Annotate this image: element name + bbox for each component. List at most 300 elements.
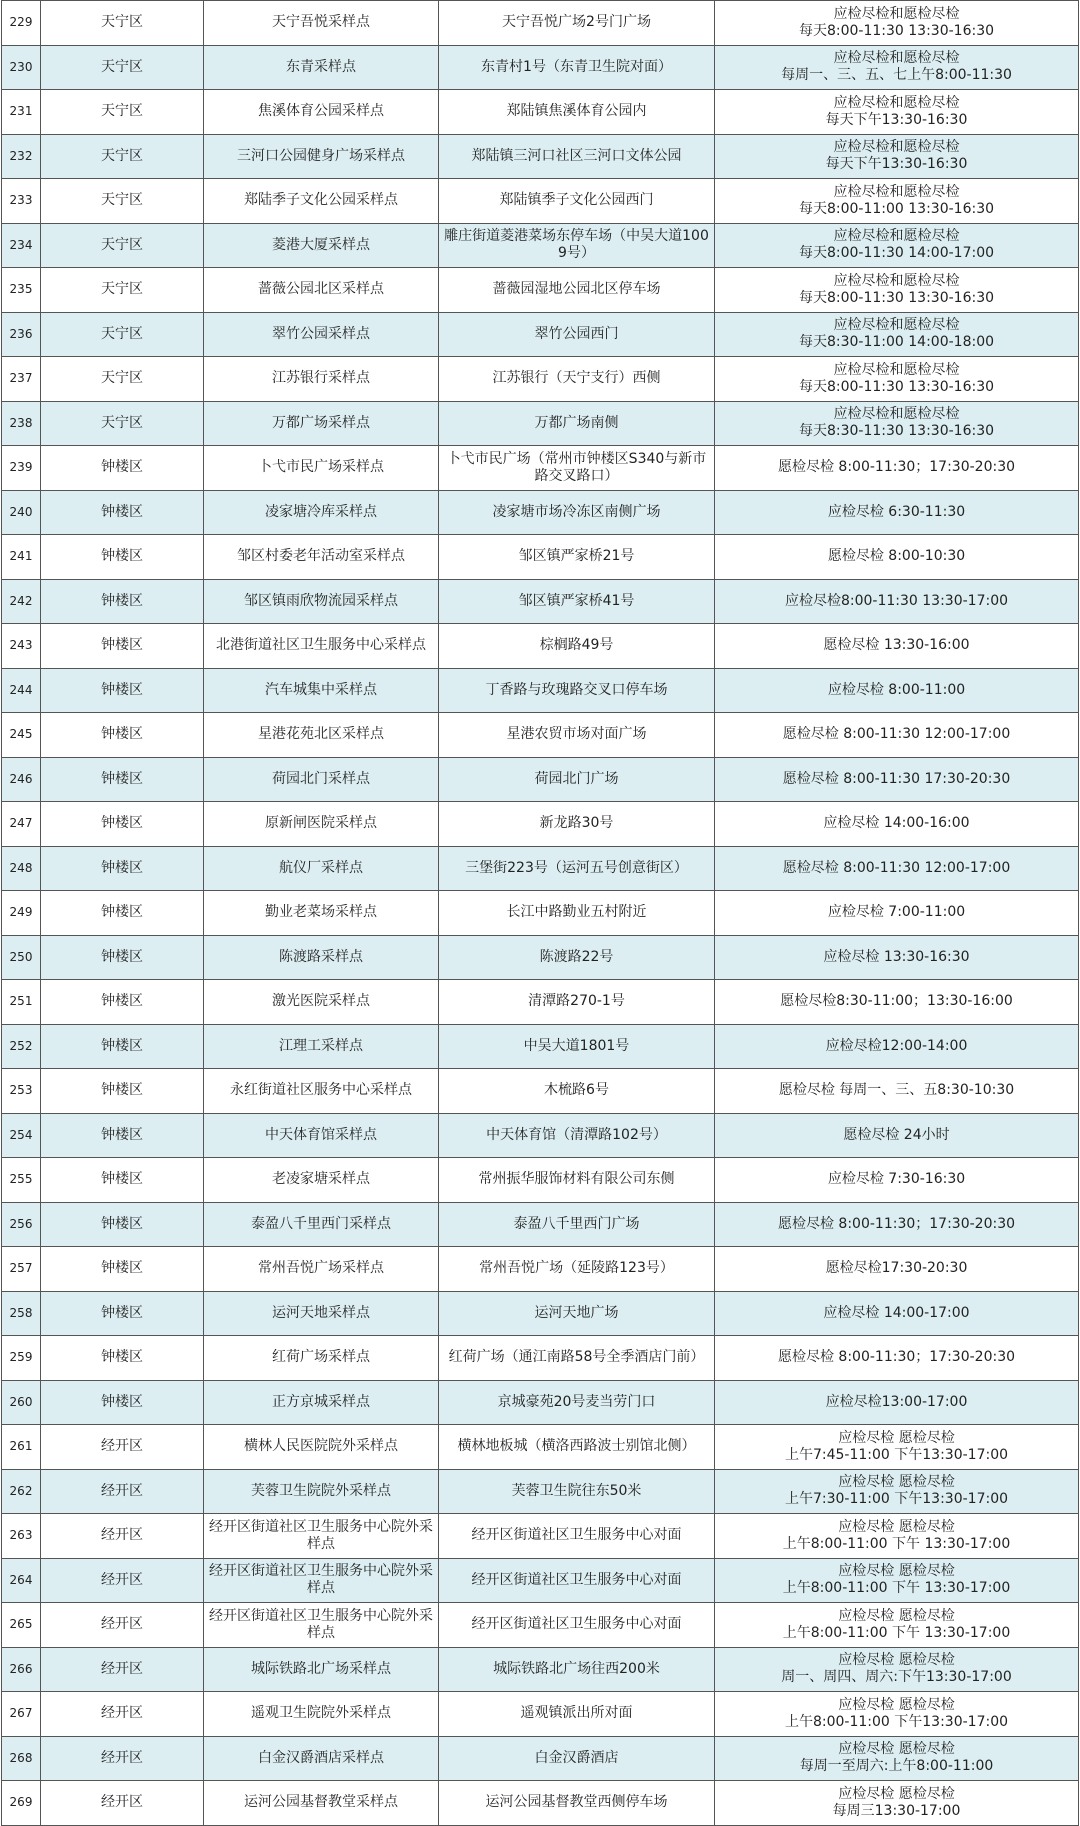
hours-line: 上午8:00-11:00 下午 13:30-17:00 (782, 1535, 1011, 1552)
table-row (2, 579, 1079, 624)
address-cell: 红荷广场（通江南路58号全季酒店门前） (439, 1336, 715, 1381)
table-row (2, 490, 1079, 535)
district-cell: 经开区 (41, 1692, 204, 1737)
hours-cell (715, 1469, 1079, 1514)
district-cell: 经开区 (41, 1781, 204, 1826)
district-cell: 经开区 (41, 1603, 204, 1648)
district-cell: 钟楼区 (41, 1291, 204, 1336)
site-name-cell: 陈渡路采样点 (204, 935, 439, 980)
hours-line: 愿检尽检 8:00-11:30；17:30-20:30 (777, 1215, 1016, 1232)
district-cell: 钟楼区 (41, 579, 204, 624)
hours-line: 应检尽检和愿检尽检 (833, 361, 960, 378)
site-name-cell: 永红街道社区服务中心采样点 (204, 1069, 439, 1114)
row-number-cell: 236 (2, 312, 41, 357)
address-cell: 中吴大道1801号 (439, 1024, 715, 1069)
district-cell: 天宁区 (41, 312, 204, 357)
row-number-cell: 235 (2, 268, 41, 313)
address-cell: 经开区街道社区卫生服务中心对面 (439, 1558, 715, 1603)
address-cell: 郑陆镇三河口社区三河口文体公园 (439, 134, 715, 179)
site-name-cell: 激光医院采样点 (204, 980, 439, 1025)
hours-cell (715, 357, 1079, 402)
hours-line: 应检尽检和愿检尽检 (833, 94, 960, 111)
table-row (2, 1024, 1079, 1069)
hours-cell (715, 1, 1079, 46)
table-row (2, 802, 1079, 847)
district-cell: 天宁区 (41, 357, 204, 402)
row-number-cell: 250 (2, 935, 41, 980)
hours-cell (715, 1558, 1079, 1603)
address-cell: 白金汉爵酒店 (439, 1736, 715, 1781)
site-name-cell: 遥观卫生院院外采样点 (204, 1692, 439, 1737)
row-number-cell: 243 (2, 624, 41, 669)
address-cell: 京城豪苑20号麦当劳门口 (439, 1380, 715, 1425)
table-row (2, 357, 1079, 402)
site-name-cell: 老凌家塘采样点 (204, 1158, 439, 1203)
district-cell: 天宁区 (41, 401, 204, 446)
site-name-cell: 郑陆季子文化公园采样点 (204, 179, 439, 224)
hours-cell (715, 935, 1079, 980)
hours-line: 上午8:00-11:00 下午 13:30-17:00 (782, 1624, 1011, 1641)
district-cell: 钟楼区 (41, 624, 204, 669)
hours-cell (715, 1291, 1079, 1336)
address-cell: 丁香路与玫瑰路交叉口停车场 (439, 668, 715, 713)
hours-line: 每天8:00-11:30 14:00-17:00 (798, 245, 995, 262)
row-number-cell: 230 (2, 45, 41, 90)
table-row (2, 1291, 1079, 1336)
table-row (2, 1202, 1079, 1247)
site-name-cell: 江苏银行采样点 (204, 357, 439, 402)
table-row (2, 1514, 1079, 1559)
table-row (2, 1736, 1079, 1781)
table-row (2, 45, 1079, 90)
row-number-cell: 269 (2, 1781, 41, 1826)
district-cell: 钟楼区 (41, 713, 204, 758)
hours-line: 上午7:45-11:00 下午13:30-17:00 (784, 1446, 1009, 1463)
row-number-cell: 265 (2, 1603, 41, 1648)
table-row (2, 668, 1079, 713)
district-cell: 钟楼区 (41, 980, 204, 1025)
site-name-cell: 江理工采样点 (204, 1024, 439, 1069)
site-name-cell: 常州吾悦广场采样点 (204, 1247, 439, 1292)
row-number-cell: 258 (2, 1291, 41, 1336)
address-cell: 运河公园基督教堂西侧停车场 (439, 1781, 715, 1826)
site-name-cell: 凌家塘冷库采样点 (204, 490, 439, 535)
hours-cell (715, 846, 1079, 891)
address-cell: 经开区街道社区卫生服务中心对面 (439, 1514, 715, 1559)
address-cell: 常州吾悦广场（延陵路123号） (439, 1247, 715, 1292)
hours-line: 每天8:00-11:00 13:30-16:30 (798, 200, 995, 217)
table-row (2, 891, 1079, 936)
table-row (2, 980, 1079, 1025)
hours-line: 愿检尽检 8:00-11:30 12:00-17:00 (782, 859, 1011, 876)
hours-line: 应检尽检 6:30-11:30 (827, 503, 966, 520)
row-number-cell: 261 (2, 1425, 41, 1470)
row-number-cell: 267 (2, 1692, 41, 1737)
hours-cell (715, 802, 1079, 847)
hours-cell (715, 1113, 1079, 1158)
hours-line: 应检尽检 愿检尽检 (838, 1652, 955, 1669)
hours-cell (715, 891, 1079, 936)
site-name-cell: 邹区村委老年活动室采样点 (204, 535, 439, 580)
hours-line: 应检尽检和愿检尽检 (833, 139, 960, 156)
row-number-cell: 247 (2, 802, 41, 847)
hours-line: 应检尽检 7:00-11:00 (827, 904, 966, 921)
table-row (2, 535, 1079, 580)
district-cell: 钟楼区 (41, 1069, 204, 1114)
site-name-cell: 星港花苑北区采样点 (204, 713, 439, 758)
row-number-cell: 266 (2, 1647, 41, 1692)
hours-line: 周一、周四、周六:下午13:30-17:00 (781, 1669, 1012, 1686)
row-number-cell: 268 (2, 1736, 41, 1781)
address-cell: 万都广场南侧 (439, 401, 715, 446)
table-row (2, 713, 1079, 758)
site-name-cell: 菱港大厦采样点 (204, 223, 439, 268)
district-cell: 经开区 (41, 1514, 204, 1559)
site-name-cell: 运河天地采样点 (204, 1291, 439, 1336)
hours-cell (715, 579, 1079, 624)
address-cell: 遥观镇派出所对面 (439, 1692, 715, 1737)
district-cell: 钟楼区 (41, 1024, 204, 1069)
table-body (2, 1, 1079, 1826)
table-row (2, 1380, 1079, 1425)
district-cell: 经开区 (41, 1647, 204, 1692)
hours-line: 愿检尽检 24小时 (843, 1126, 950, 1143)
district-cell: 钟楼区 (41, 668, 204, 713)
site-name-cell: 邹区镇雨欣物流园采样点 (204, 579, 439, 624)
site-name-cell: 红荷广场采样点 (204, 1336, 439, 1381)
hours-line: 愿检尽检 8:00-11:30；17:30-20:30 (777, 459, 1016, 476)
district-cell: 经开区 (41, 1736, 204, 1781)
hours-cell (715, 1024, 1079, 1069)
table-row (2, 1336, 1079, 1381)
site-name-cell: 万都广场采样点 (204, 401, 439, 446)
table-row (2, 312, 1079, 357)
site-name-cell: 汽车城集中采样点 (204, 668, 439, 713)
hours-cell (715, 1647, 1079, 1692)
site-name-cell: 原新闸医院采样点 (204, 802, 439, 847)
hours-line: 上午8:00-11:00 下午13:30-17:00 (784, 1713, 1009, 1730)
table-row (2, 846, 1079, 891)
site-name-cell: 卜弋市民广场采样点 (204, 446, 439, 491)
row-number-cell: 259 (2, 1336, 41, 1381)
hours-line: 愿检尽检 8:00-11:30；17:30-20:30 (777, 1349, 1016, 1366)
hours-line: 愿检尽检 8:00-10:30 (827, 548, 966, 565)
hours-cell (715, 134, 1079, 179)
hours-line: 应检尽检8:00-11:30 13:30-17:00 (784, 592, 1009, 609)
district-cell: 钟楼区 (41, 757, 204, 802)
district-cell: 天宁区 (41, 179, 204, 224)
row-number-cell: 249 (2, 891, 41, 936)
table-row (2, 1781, 1079, 1826)
address-cell: 郑陆镇季子文化公园西门 (439, 179, 715, 224)
hours-line: 应检尽检13:00-17:00 (825, 1393, 968, 1410)
hours-line: 应检尽检和愿检尽检 (833, 228, 960, 245)
hours-cell (715, 1202, 1079, 1247)
hours-cell (715, 668, 1079, 713)
site-name-cell: 焦溪体育公园采样点 (204, 90, 439, 135)
address-cell: 横林地板城（横洛西路波士别馆北侧） (439, 1425, 715, 1470)
district-cell: 钟楼区 (41, 1247, 204, 1292)
table-row (2, 624, 1079, 669)
site-name-cell: 天宁吾悦采样点 (204, 1, 439, 46)
table-row (2, 1113, 1079, 1158)
table-row (2, 1647, 1079, 1692)
row-number-cell: 231 (2, 90, 41, 135)
table-row (2, 935, 1079, 980)
district-cell: 天宁区 (41, 1, 204, 46)
site-name-cell: 白金汉爵酒店采样点 (204, 1736, 439, 1781)
hours-line: 应检尽检 13:30-16:30 (823, 948, 970, 965)
hours-cell (715, 1736, 1079, 1781)
table-row (2, 1, 1079, 46)
hours-cell (715, 268, 1079, 313)
hours-line: 应检尽检12:00-14:00 (825, 1037, 968, 1054)
district-cell: 钟楼区 (41, 1336, 204, 1381)
hours-line: 每天下午13:30-16:30 (825, 156, 968, 173)
hours-cell (715, 223, 1079, 268)
table-row (2, 401, 1079, 446)
address-cell: 雕庄街道菱港菜场东停车场（中吴大道1009号） (439, 223, 715, 268)
district-cell: 钟楼区 (41, 802, 204, 847)
address-cell: 卜弋市民广场（常州市钟楼区S340与新市路交叉路口） (439, 446, 715, 491)
row-number-cell: 248 (2, 846, 41, 891)
address-cell: 蔷薇园湿地公园北区停车场 (439, 268, 715, 313)
row-number-cell: 241 (2, 535, 41, 580)
row-number-cell: 233 (2, 179, 41, 224)
hours-line: 上午7:30-11:00 下午13:30-17:00 (784, 1491, 1009, 1508)
district-cell: 钟楼区 (41, 1202, 204, 1247)
address-cell: 荷园北门广场 (439, 757, 715, 802)
site-name-cell: 勤业老菜场采样点 (204, 891, 439, 936)
row-number-cell: 262 (2, 1469, 41, 1514)
row-number-cell: 234 (2, 223, 41, 268)
hours-line: 应检尽检 7:30-16:30 (827, 1171, 966, 1188)
address-cell: 东青村1号（东青卫生院对面） (439, 45, 715, 90)
hours-line: 每周一、三、五、七上午8:00-11:30 (781, 67, 1012, 84)
address-cell: 星港农贸市场对面广场 (439, 713, 715, 758)
hours-line: 应检尽检和愿检尽检 (833, 50, 960, 67)
hours-line: 每天8:30-11:30 13:30-16:30 (798, 423, 995, 440)
address-cell: 凌家塘市场冷冻区南侧广场 (439, 490, 715, 535)
table-row (2, 1247, 1079, 1292)
district-cell: 经开区 (41, 1469, 204, 1514)
district-cell: 经开区 (41, 1425, 204, 1470)
address-cell: 新龙路30号 (439, 802, 715, 847)
row-number-cell: 253 (2, 1069, 41, 1114)
address-cell: 翠竹公园西门 (439, 312, 715, 357)
hours-line: 每周三13:30-17:00 (832, 1802, 961, 1819)
hours-line: 应检尽检 14:00-16:00 (823, 815, 970, 832)
table-row (2, 1603, 1079, 1648)
hours-cell (715, 757, 1079, 802)
address-cell: 常州振华服饰材料有限公司东侧 (439, 1158, 715, 1203)
table-row (2, 1692, 1079, 1737)
site-name-cell: 运河公园基督教堂采样点 (204, 1781, 439, 1826)
address-cell: 芙蓉卫生院往东50米 (439, 1469, 715, 1514)
district-cell: 经开区 (41, 1558, 204, 1603)
hours-line: 应检尽检 愿检尽检 (838, 1785, 955, 1802)
address-cell: 泰盈八千里西门广场 (439, 1202, 715, 1247)
hours-cell (715, 1603, 1079, 1648)
row-number-cell: 242 (2, 579, 41, 624)
district-cell: 钟楼区 (41, 1113, 204, 1158)
site-name-cell: 翠竹公园采样点 (204, 312, 439, 357)
hours-cell (715, 535, 1079, 580)
table-row (2, 757, 1079, 802)
hours-line: 应检尽检 愿检尽检 (838, 1607, 955, 1624)
table-row (2, 268, 1079, 313)
row-number-cell: 251 (2, 980, 41, 1025)
district-cell: 钟楼区 (41, 490, 204, 535)
row-number-cell: 244 (2, 668, 41, 713)
row-number-cell: 256 (2, 1202, 41, 1247)
hours-line: 每天8:30-11:00 14:00-18:00 (798, 334, 995, 351)
hours-line: 每天下午13:30-16:30 (825, 111, 968, 128)
row-number-cell: 255 (2, 1158, 41, 1203)
address-cell: 中天体育馆（清潭路102号） (439, 1113, 715, 1158)
hours-line: 应检尽检 愿检尽检 (838, 1696, 955, 1713)
site-name-cell: 泰盈八千里西门采样点 (204, 1202, 439, 1247)
site-name-cell: 东青采样点 (204, 45, 439, 90)
site-name-cell: 经开区街道社区卫生服务中心院外采样点 (204, 1603, 439, 1648)
hours-cell (715, 1069, 1079, 1114)
hours-cell (715, 1781, 1079, 1826)
hours-cell (715, 1692, 1079, 1737)
address-cell: 棕榈路49号 (439, 624, 715, 669)
site-name-cell: 经开区街道社区卫生服务中心院外采样点 (204, 1514, 439, 1559)
hours-line: 每天8:00-11:30 13:30-16:30 (798, 378, 995, 395)
address-cell: 邹区镇严家桥41号 (439, 579, 715, 624)
address-cell: 江苏银行（天宁支行）西侧 (439, 357, 715, 402)
site-name-cell: 北港街道社区卫生服务中心采样点 (204, 624, 439, 669)
address-cell: 木梳路6号 (439, 1069, 715, 1114)
hours-cell (715, 446, 1079, 491)
district-cell: 钟楼区 (41, 1158, 204, 1203)
district-cell: 钟楼区 (41, 846, 204, 891)
address-cell: 天宁吾悦广场2号门广场 (439, 1, 715, 46)
site-name-cell: 横林人民医院院外采样点 (204, 1425, 439, 1470)
address-cell: 郑陆镇焦溪体育公园内 (439, 90, 715, 135)
row-number-cell: 245 (2, 713, 41, 758)
row-number-cell: 260 (2, 1380, 41, 1425)
hours-cell (715, 1336, 1079, 1381)
hours-line: 应检尽检和愿检尽检 (833, 5, 960, 22)
hours-line: 应检尽检和愿检尽检 (833, 406, 960, 423)
hours-line: 应检尽检 愿检尽检 (838, 1741, 955, 1758)
hours-line: 每天8:00-11:30 13:30-16:30 (798, 289, 995, 306)
hours-line: 愿检尽检8:30-11:00；13:30-16:00 (780, 993, 1013, 1010)
hours-line: 愿检尽检 8:00-11:30 17:30-20:30 (782, 770, 1011, 787)
row-number-cell: 232 (2, 134, 41, 179)
hours-line: 应检尽检 愿检尽检 (838, 1563, 955, 1580)
address-cell: 运河天地广场 (439, 1291, 715, 1336)
address-cell: 陈渡路22号 (439, 935, 715, 980)
address-cell: 清潭路270-1号 (439, 980, 715, 1025)
hours-line: 应检尽检和愿检尽检 (833, 272, 960, 289)
site-name-cell: 正方京城采样点 (204, 1380, 439, 1425)
hours-cell (715, 90, 1079, 135)
row-number-cell: 264 (2, 1558, 41, 1603)
hours-cell (715, 179, 1079, 224)
district-cell: 钟楼区 (41, 535, 204, 580)
site-name-cell: 航仪厂采样点 (204, 846, 439, 891)
district-cell: 天宁区 (41, 90, 204, 135)
hours-line: 应检尽检 愿检尽检 (838, 1429, 955, 1446)
hours-cell (715, 1380, 1079, 1425)
row-number-cell: 254 (2, 1113, 41, 1158)
hours-line: 愿检尽检17:30-20:30 (825, 1260, 968, 1277)
hours-cell (715, 1514, 1079, 1559)
district-cell: 天宁区 (41, 268, 204, 313)
table-row (2, 446, 1079, 491)
row-number-cell: 252 (2, 1024, 41, 1069)
hours-line: 上午8:00-11:00 下午 13:30-17:00 (782, 1580, 1011, 1597)
hours-cell (715, 713, 1079, 758)
address-cell: 城际铁路北广场往西200米 (439, 1647, 715, 1692)
row-number-cell: 237 (2, 357, 41, 402)
table-row (2, 134, 1079, 179)
hours-cell (715, 1425, 1079, 1470)
district-cell: 天宁区 (41, 45, 204, 90)
hours-line: 愿检尽检 每周一、三、五8:30-10:30 (778, 1082, 1015, 1099)
row-number-cell: 239 (2, 446, 41, 491)
hours-cell (715, 312, 1079, 357)
hours-line: 应检尽检 14:00-17:00 (823, 1304, 970, 1321)
hours-line: 愿检尽检 8:00-11:30 12:00-17:00 (782, 726, 1011, 743)
hours-cell (715, 624, 1079, 669)
hours-line: 应检尽检和愿检尽检 (833, 317, 960, 334)
hours-line: 每天8:00-11:30 13:30-16:30 (798, 22, 995, 39)
row-number-cell: 229 (2, 1, 41, 46)
hours-cell (715, 401, 1079, 446)
hours-line: 愿检尽检 13:30-16:00 (823, 637, 970, 654)
hours-line: 每周一至周六:上午8:00-11:00 (799, 1758, 994, 1775)
site-name-cell: 蔷薇公园北区采样点 (204, 268, 439, 313)
district-cell: 天宁区 (41, 134, 204, 179)
hours-cell (715, 1158, 1079, 1203)
address-cell: 长江中路勤业五村附近 (439, 891, 715, 936)
sampling-sites-table (1, 0, 1079, 1826)
district-cell: 钟楼区 (41, 935, 204, 980)
district-cell: 钟楼区 (41, 446, 204, 491)
hours-line: 应检尽检 愿检尽检 (838, 1518, 955, 1535)
site-name-cell: 城际铁路北广场采样点 (204, 1647, 439, 1692)
table-row (2, 1469, 1079, 1514)
table-row (2, 179, 1079, 224)
hours-cell (715, 980, 1079, 1025)
site-name-cell: 三河口公园健身广场采样点 (204, 134, 439, 179)
hours-line: 应检尽检 8:00-11:00 (827, 681, 966, 698)
table-row (2, 1069, 1079, 1114)
site-name-cell: 荷园北门采样点 (204, 757, 439, 802)
row-number-cell: 263 (2, 1514, 41, 1559)
table-row (2, 1558, 1079, 1603)
hours-cell (715, 1247, 1079, 1292)
row-number-cell: 238 (2, 401, 41, 446)
row-number-cell: 240 (2, 490, 41, 535)
hours-cell (715, 45, 1079, 90)
table-row (2, 1425, 1079, 1470)
table-row (2, 223, 1079, 268)
hours-line: 应检尽检和愿检尽检 (833, 183, 960, 200)
address-cell: 三堡街223号（运河五号创意街区） (439, 846, 715, 891)
hours-line: 应检尽检 愿检尽检 (838, 1474, 955, 1491)
hours-cell (715, 490, 1079, 535)
table-row (2, 90, 1079, 135)
site-name-cell: 经开区街道社区卫生服务中心院外采样点 (204, 1558, 439, 1603)
table-row (2, 1158, 1079, 1203)
address-cell: 经开区街道社区卫生服务中心对面 (439, 1603, 715, 1648)
